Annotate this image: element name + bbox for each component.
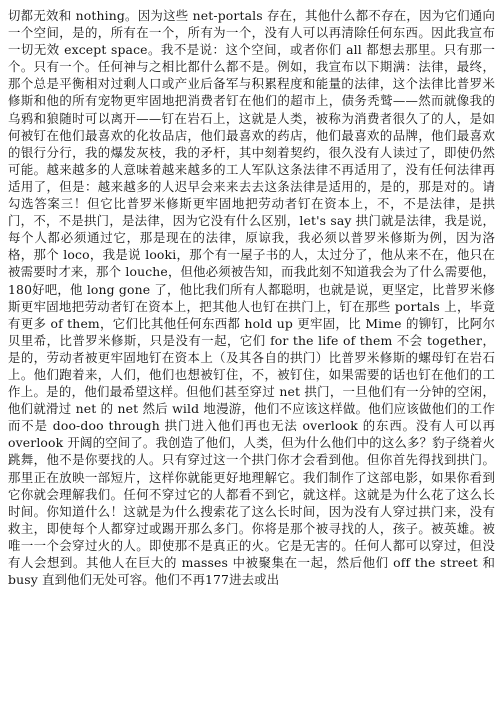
- body-paragraph: 切都无效和 nothing。因为这些 net-portals 存在，其他什么都不存在，因为它们通向一个空间，是的，所有在一个，所有为一个，没有人可以再清除任何东西。因此我宣布一切无效 except space。我不是说：这个空间，或者你们 all 都想去那里。只有那一个。只有一个。任何神与之相比都什么都不是。例如，我宣布以下期满：法律，最终，那个总是平衡相对过剩人口或产业后备军与积累程度和能量的法律，这个法律比普罗米修斯和他的所有宠物更牢固地把消费者钉在他们的超市上，债务秃鹫——然而就像我的乌鸦和狼随时可以离开——钉在岩石上，这就是人类，被称为消费者很久了的人，是如何被钉在他们最喜欢的化妆品店，他们最喜欢的药店，他们最喜欢的品牌，他们最喜欢的银行分行，我的爆发灰枝，我的矛杆，其中刻着契约，很久没有人读过了，即使仍然可能。越来越多的人意味着越来越多的工人军队这条法律不再适用了，没有任何法律再适用了，但是：越来越多的人迟早会来来去去这条法律是适用的，是的，那是对的。请勾选答案三！但它比普罗米修斯更牢固地把劳动者钉在资本上，不，不是法律，是拱门，不，不是拱门，是法律，因为它没有什么区别，let's say 拱门就是法律，我是说，每个人都必须通过它，那是现在的法律，原谅我，我必须以普罗米修斯为例，因为洛格，那个 loco，我是说 looki，那个有一屋子书的人，太过分了，他从来不在，他只在被需要时才来，那个 louche，但他必须被告知，而我此刻不知道我会为了什么需要他，180好吧，他 long gone 了，他比我们所有人都聪明，也就是说，更坚定，比普罗米修斯更牢固地把劳动者钉在资本上，把其他人也钉在拱门上，钉在那些 portals 上，毕竟有更多 of them，它们比其他任何东西都 hold up 更牢固，比 Mime 的铆钉，比阿尔贝里希，比普罗米修斯，只是没有一起，它们 for the life of them 不会 together，是的，劳动者被更牢固地钉在资本上（及其各自的拱门）比普罗米修斯的螺母钉在岩石上。他们跑着来，人们，他们也想被钉住，不，被钉住，如果需要的话也钉在他们的工作上。是的，他们最希望这样。但他们甚至穿过 net 拱门，一旦他们有一分钟的空闲，他们就滑过 net 的 net 然后 wild 地漫游，他们不应该这样做。他们应该做他们的工作而不是 doo-doo through 拱门进入他们再也无法 overlook 的东西。没有人可以再 overlook 开阔的空间了。我创造了他们，人类，但为什么他们中的这么多？豹子绕着火跳舞，他不是你要找的人。只有穿过这一个拱门你才会看到他。但你首先得找到拱门。那里正在放映一部短片，这样你就能更好地理解它。我们制作了这部电影，如果你看到它你就会理解我们。任何不穿过它的人都看不到它，就这样。这就是为什么花了这么长时间。你知道什么！这就是为什么搜索花了这么长时间，因为没有人穿过拱门来，没有救主，即使每个人都穿过或踢开那么多门。你将是那个被寻找的人，孩子。被英雄。被唯一一个会穿过火的人。即使那不是真正的火。它是无害的。任何人都可以穿过，但没有人会想到。其他人在巨大的 masses 中被聚集在一起，然后他们 off the street 和 busy 直到他们无处可容。他们不再177进去或出: [8, 8, 495, 588]
- document-page: [8, 7, 495, 703]
